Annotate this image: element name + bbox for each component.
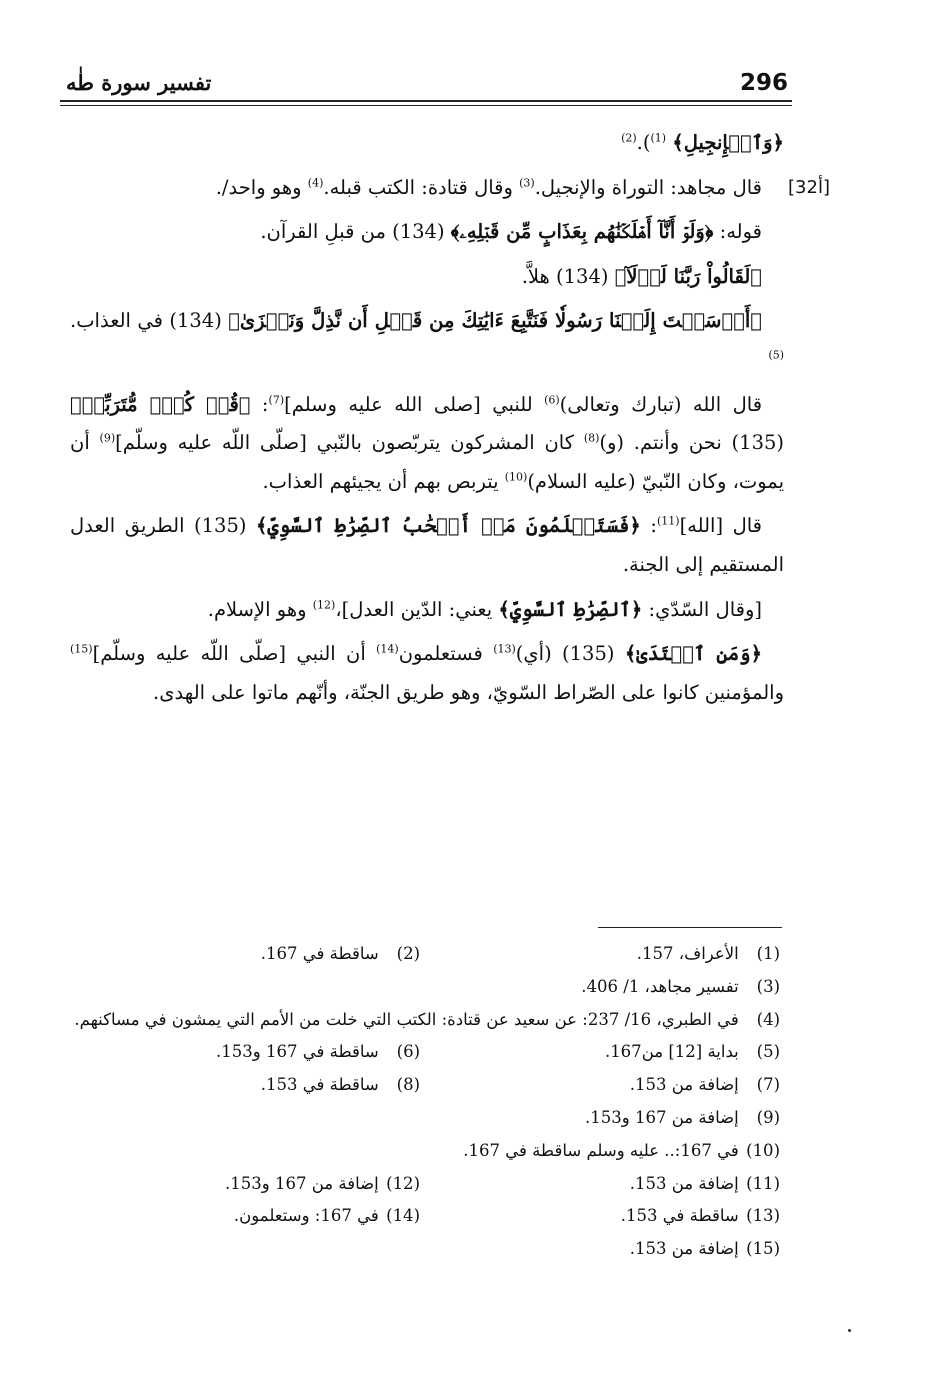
footnote-text: تفسير مجاهد، 1/ 406. bbox=[581, 976, 739, 996]
paragraph bbox=[70, 124, 784, 163]
text-run: وهو واحد/. bbox=[215, 175, 308, 199]
footnote-row bbox=[60, 1069, 780, 1102]
quran-quote: ﴿لَقَالُواْ رَبَّنَا لَوۡلَآ﴾ bbox=[614, 264, 762, 288]
text-run: وقال قتادة: الكتب قبله. bbox=[323, 175, 520, 199]
text-run: قال الله (تبارك وتعالى) bbox=[559, 392, 763, 416]
footnote-number: (11) bbox=[746, 1173, 780, 1193]
footnote-text: في 167: وستعلمون. bbox=[233, 1206, 379, 1226]
footnote-text: بداية [12] من167. bbox=[604, 1042, 739, 1062]
footnote bbox=[420, 1200, 780, 1233]
text-run: (135) (أي) bbox=[515, 642, 625, 666]
text-run: يتربص بهم أن يجيئهم العذاب. bbox=[262, 469, 505, 493]
footnote-reference: (15) bbox=[70, 642, 93, 656]
page-number: 296 bbox=[739, 70, 788, 96]
text-run: فستعلمون bbox=[398, 642, 494, 666]
quran-quote: ﴿وَمَنِ ٱهۡتَدَىٰ﴾ bbox=[624, 642, 762, 666]
footnote bbox=[60, 1200, 420, 1233]
footnote bbox=[60, 1036, 420, 1069]
footnote-text: ساقطة في 167. bbox=[260, 944, 379, 963]
footnote-reference: (14) bbox=[376, 642, 399, 656]
text-run: أن يموت، وكان النّبيّ (عليه السلام) bbox=[70, 431, 784, 493]
footnote-number: (14) bbox=[386, 1206, 420, 1226]
footnote-reference: (10) bbox=[504, 470, 528, 484]
footnote bbox=[420, 1168, 780, 1201]
text-run: : bbox=[640, 514, 657, 538]
quran-quote: ﴿ٱلصِّرَٰطِ ٱلسَّوِيِّ﴾ bbox=[498, 597, 643, 621]
footnote bbox=[60, 1069, 420, 1102]
paragraph bbox=[70, 169, 784, 208]
page-header bbox=[60, 66, 792, 102]
footnote-text: ساقطة في 153. bbox=[260, 1075, 379, 1095]
footnote bbox=[60, 971, 780, 1004]
paragraph bbox=[70, 213, 784, 252]
footnote-separator bbox=[598, 927, 782, 928]
footnote-text: إضافة من 153. bbox=[629, 1239, 739, 1259]
footnote-row bbox=[60, 1168, 780, 1201]
footnotes bbox=[60, 938, 780, 1266]
paragraph bbox=[70, 386, 784, 502]
footnote bbox=[60, 1233, 780, 1266]
footnote-reference: (7) bbox=[268, 393, 285, 407]
footnote-number: (13) bbox=[746, 1206, 780, 1226]
text-run: (134) في العذاب. bbox=[70, 309, 229, 333]
body-text bbox=[70, 124, 784, 718]
header-rule-thin bbox=[60, 105, 792, 106]
footnote-text: إضافة من 153. bbox=[629, 1173, 739, 1193]
footnote-number: (9) bbox=[756, 1107, 780, 1127]
footnote-row bbox=[60, 971, 780, 1004]
quran-quote: ﴿وَٱلۡإِنجِيلِ﴾ bbox=[672, 131, 784, 154]
text-run: للنبي [صلى الله عليه وسلم] bbox=[284, 392, 545, 416]
footnote bbox=[60, 1168, 420, 1201]
quran-quote: ﴿قُلۡ كُلّٞ مُّتَرَبِّصٞ﴾ bbox=[70, 392, 251, 416]
footnote-number: (10) bbox=[746, 1140, 780, 1160]
text-run: قوله: bbox=[713, 220, 762, 244]
footnote-row bbox=[60, 1036, 780, 1069]
footnote-reference: (8) bbox=[583, 431, 600, 445]
footnote bbox=[420, 1069, 780, 1102]
footnote bbox=[420, 1036, 780, 1069]
text-run: أن النبي [صلّى اللّه عليه وسلّم] bbox=[92, 642, 377, 666]
footnote-row bbox=[60, 1233, 780, 1266]
text-run: يعني: الدّين العدل]، bbox=[335, 597, 499, 621]
footnote-text: ساقطة في 167 و153. bbox=[216, 1042, 379, 1062]
text-run: [وقال السّدّي: bbox=[642, 597, 762, 621]
footnote-text: إضافة من 153. bbox=[629, 1075, 739, 1095]
footnote-text: إضافة من 167 و153. bbox=[225, 1173, 379, 1193]
text-run: ). bbox=[636, 131, 651, 154]
text-run: كان المشركون يتربّصون بالنّبي [صلّى اللّه عليه وسلّم] bbox=[115, 431, 584, 455]
footnote-number: (8) bbox=[396, 1075, 420, 1095]
footnote-reference: (1) bbox=[650, 131, 667, 145]
footnote-number: (6) bbox=[396, 1042, 420, 1062]
footnote-number: (5) bbox=[756, 1042, 780, 1062]
text-run: قال مجاهد: التوراة والإنجيل. bbox=[534, 175, 762, 199]
footnote-reference: (5) bbox=[768, 348, 784, 362]
footnote-reference: (12) bbox=[312, 598, 336, 612]
text-run: (134) من قبلِ القرآن. bbox=[260, 220, 451, 244]
footnote-text: في الطبري، 16/ 237: عن سعيد عن قتادة: الكتب التي خلت من الأمم التي يمشون في مساكنهم. bbox=[74, 1009, 739, 1029]
footnote-number: (1) bbox=[756, 944, 780, 963]
text-run: وهو الإسلام. bbox=[207, 597, 313, 621]
footnote-number: (3) bbox=[756, 976, 780, 996]
marginal-manuscript-ref: [32أ] bbox=[788, 177, 830, 198]
quran-quote: ﴿أَرۡسَلۡتَ إِلَيۡنَا رَسُولٗا فَنَتَّبِعَ ءَايَٰتِكَ مِن قَبۡلِ أَن نَّذِلَّ وَنَخۡزَىٰ﴾ bbox=[228, 309, 763, 333]
paragraph bbox=[70, 302, 784, 379]
footnote-reference: (2) bbox=[621, 131, 637, 145]
text-run: (134) هلاَّ. bbox=[521, 264, 615, 288]
footnote-reference: (13) bbox=[493, 642, 516, 656]
footnote-reference: (3) bbox=[519, 176, 535, 190]
footnote bbox=[60, 1135, 780, 1168]
header-rule bbox=[60, 100, 792, 102]
text-run: قال [الله] bbox=[679, 514, 762, 538]
text-run: : bbox=[250, 392, 269, 416]
paragraph bbox=[70, 258, 784, 297]
quran-quote: ﴿فَسَتَعۡلَمُونَ مَنۡ أَصۡحَٰبُ ٱلصِّرَٰطِ ٱلسَّوِيِّ﴾ bbox=[256, 514, 641, 538]
footnote bbox=[60, 1102, 780, 1135]
footnote-reference: (4) bbox=[307, 176, 324, 190]
footnote-number: (15) bbox=[746, 1239, 780, 1259]
footnote-row bbox=[60, 1004, 780, 1037]
running-title: تفسير سورة طٰه bbox=[66, 70, 212, 95]
footnote-row bbox=[60, 1135, 780, 1168]
footnote-row bbox=[60, 1200, 780, 1233]
page-mark-dot bbox=[848, 1329, 851, 1332]
footnote-row bbox=[60, 938, 780, 971]
footnote-text: ساقطة في 153. bbox=[620, 1206, 739, 1226]
paragraph bbox=[70, 591, 784, 630]
paragraph bbox=[70, 507, 784, 584]
footnote-number: (4) bbox=[756, 1009, 780, 1029]
footnote bbox=[60, 1004, 780, 1037]
footnote-text: في 167:.. عليه وسلم ساقطة في 167. bbox=[463, 1140, 739, 1160]
text-run: والمؤمنين كانوا على الصّراط السّويّ، وهو طريق الجنّة، وأنّهم ماتوا على الهدى. bbox=[153, 680, 784, 704]
footnote-text: إضافة من 167 و153. bbox=[585, 1107, 739, 1127]
footnote bbox=[60, 938, 420, 971]
footnote bbox=[420, 938, 780, 971]
footnote-row bbox=[60, 1102, 780, 1135]
quran-quote: ﴿وَلَوۡ أَنَّآ أَهۡلَكۡنَٰهُم بِعَذَابٍ مِّن قَبۡلِهِۦ﴾ bbox=[450, 220, 714, 244]
footnote-number: (12) bbox=[386, 1173, 420, 1193]
text-run: (135) نحن وأنتم. (و) bbox=[599, 431, 784, 455]
footnote-number: (7) bbox=[756, 1075, 780, 1095]
footnote-number: (2) bbox=[396, 944, 420, 963]
text-run: (135) الطريق العدل المستقيم إلى الجنة. bbox=[70, 514, 784, 576]
footnote-text: الأعراف، 157. bbox=[636, 944, 739, 963]
footnote-reference: (9) bbox=[99, 431, 116, 445]
footnote-reference: (6) bbox=[544, 393, 560, 407]
footnote-reference: (11) bbox=[656, 514, 680, 528]
paragraph bbox=[70, 635, 784, 712]
